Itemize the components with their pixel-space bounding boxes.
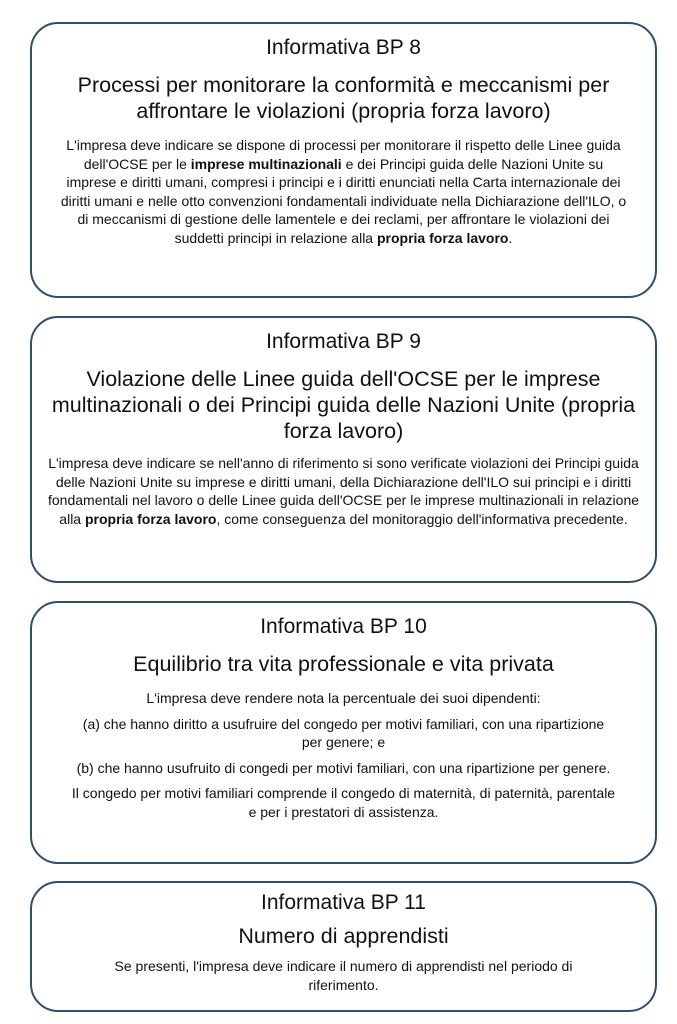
- disclosure-title: Numero di apprendisti: [238, 924, 449, 948]
- disclosure-item-b: (b) che hanno usufruito di congedi per motivi familiari, con una ripartizione per genere.: [76, 759, 611, 776]
- disclosure-card-bp11: [30, 881, 657, 1012]
- disclosure-intro: L'impresa deve rendere nota la percentuale dei suoi dipendenti:: [146, 690, 541, 706]
- disclosure-title: Processi per monitorare la conformità e meccanismi per affrontare le violazioni (propria forza lavoro): [77, 73, 610, 123]
- disclosure-label: Informativa BP 11: [261, 891, 426, 914]
- disclosure-label: Informativa BP 9: [266, 330, 421, 353]
- disclosure-text: Se presenti, l'impresa deve indicare il numero di apprendisti nel periodo di riferimento.: [114, 958, 573, 993]
- disclosure-card-bp9: [30, 316, 657, 583]
- text-segment: L'impresa deve indicare se nell'anno di riferimento si sono verificate violazioni dei Principi guida delle Nazioni Unite su imprese e diritti umani, della Dichiarazione dell'ILO sui principi e i diritti fondamentali nel lavoro o delle Linee guida dell'OCSE per le imprese multinazionali in relazione alla: [48, 455, 640, 527]
- disclosure-text: [32, 136, 655, 247]
- bold-term: propria forza lavoro: [84, 510, 217, 527]
- disclosure-title: Equilibrio tra vita professionale e vita privata: [133, 652, 554, 676]
- text-segment: , come conseguenza del monitoraggio dell'informativa precedente.: [216, 510, 628, 527]
- disclosure-text: [32, 454, 655, 528]
- disclosure-card-bp10: [30, 601, 657, 864]
- disclosure-title: Violazione delle Linee guida dell'OCSE per le imprese multinazionali o dei Principi guida delle Nazioni Unite (propria forza lavoro): [51, 367, 636, 443]
- text-segment: .: [508, 229, 513, 246]
- bold-term: imprese multinazionali: [190, 155, 342, 172]
- disclosure-item-a: (a) che hanno diritto a usufruire del congedo per motivi familiari, con una ripartizione per genere; e: [82, 715, 605, 750]
- disclosure-note: Il congedo per motivi familiari comprende il congedo di maternità, di paternità, parentale e per i prestatori di assistenza.: [71, 785, 616, 820]
- bold-term: propria forza lavoro: [376, 229, 509, 246]
- disclosure-label: Informativa BP 10: [260, 615, 427, 638]
- disclosure-label: Informativa BP 8: [266, 36, 421, 59]
- text-segment: L'impresa deve indicare se dispone di processi per monitorare il rispetto delle Linee guida dell'OCSE per le: [66, 137, 621, 172]
- disclosure-card-bp8: [30, 22, 657, 298]
- text-segment: e dei Principi guida delle Nazioni Unite su imprese e diritti umani, compresi i principi e i diritti enunciati nella Carta internazionale dei diritti umani e nelle otto convenzioni fondamentali individuate nella Dichiarazione dell'ILO, o di meccanismi di gestione delle lamentele e dei reclami, per affrontare le violazioni dei suddetti principi in relazione alla: [60, 155, 627, 246]
